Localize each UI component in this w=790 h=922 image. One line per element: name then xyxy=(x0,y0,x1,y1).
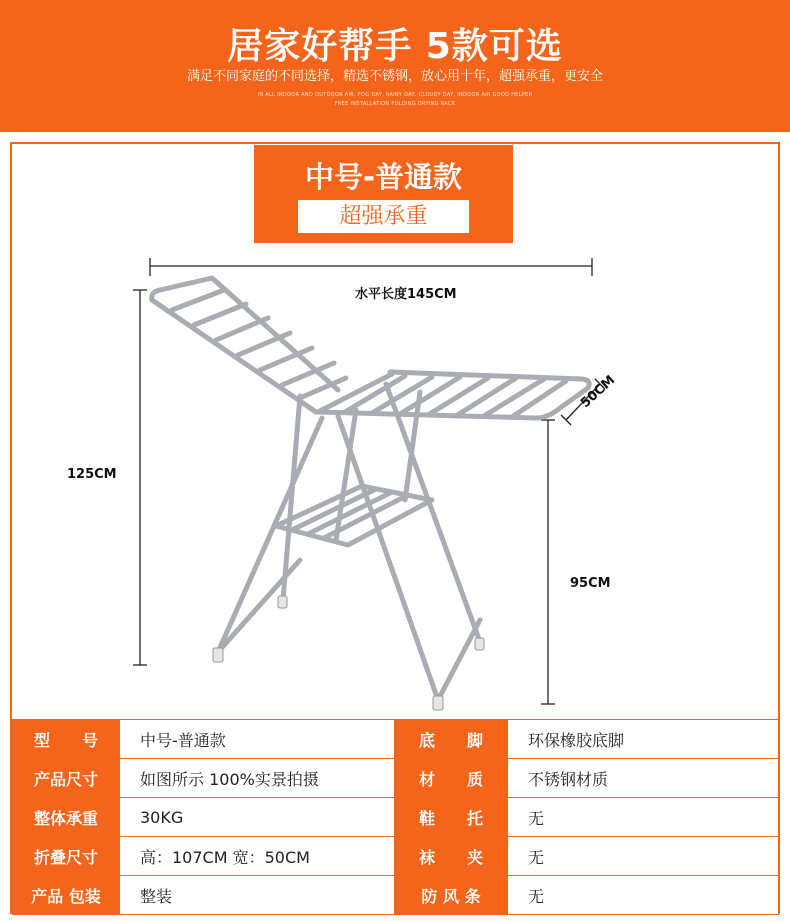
spec-key: 材 质 xyxy=(395,759,508,798)
width-dimension-label: 水平长度145CM xyxy=(355,287,457,302)
table-row xyxy=(13,759,779,798)
spec-key: 折叠尺寸 xyxy=(13,837,120,876)
spec-value: 中号-普通款 xyxy=(120,720,395,759)
spec-table xyxy=(12,719,779,915)
spec-value: 无 xyxy=(508,837,779,876)
banner-subtitle: 满足不同家庭的不同选择，精选不锈钢，放心用十年，超强承重，更安全 xyxy=(186,69,603,84)
banner-english-line1: IN ALL INDOOR AND OUTDOOR AIR, FOG DAY, RAINY DAY, CLOUDY DAY, INDOOR AIR GOOD HELPER xyxy=(257,92,533,98)
spec-key: 产品尺寸 xyxy=(13,759,120,798)
rack-frame xyxy=(152,278,589,700)
spec-value: 整装 xyxy=(120,876,395,915)
model-header xyxy=(254,145,513,243)
table-row xyxy=(13,720,779,759)
spec-value: 无 xyxy=(508,798,779,837)
header-banner xyxy=(0,0,790,132)
model-name: 中号-普通款 xyxy=(304,160,463,194)
total-height-label: 125CM xyxy=(67,467,117,482)
model-tag: 超强承重 xyxy=(298,200,469,233)
spec-key: 型 号 xyxy=(13,720,120,759)
spec-value: 30KG xyxy=(120,798,395,837)
spec-key: 底 脚 xyxy=(395,720,508,759)
banner-title: 居家好帮手 5款可选 xyxy=(227,26,563,67)
lower-height-label: 95CM xyxy=(570,576,611,591)
spec-value: 无 xyxy=(508,876,779,915)
spec-key: 防 风 条 xyxy=(395,876,508,915)
banner-english-line2: FREE INSTALLATION FOLDING DRYING RACK xyxy=(334,101,456,107)
depth-dimension-label: 50CM xyxy=(578,372,619,412)
dimension-lines xyxy=(133,258,605,704)
spec-value: 不锈钢材质 xyxy=(508,759,779,798)
spec-value: 环保橡胶底脚 xyxy=(508,720,779,759)
spec-key: 产品 包装 xyxy=(13,876,120,915)
spec-value: 如图所示 100%实景拍摄 xyxy=(120,759,395,798)
table-row xyxy=(13,837,779,876)
table-row xyxy=(13,876,779,915)
spec-key: 鞋 托 xyxy=(395,798,508,837)
spec-key: 袜 夹 xyxy=(395,837,508,876)
drying-rack-illustration xyxy=(0,240,790,720)
table-row xyxy=(13,798,779,837)
spec-value: 高：107CM 宽：50CM xyxy=(120,837,395,876)
spec-key: 整体承重 xyxy=(13,798,120,837)
